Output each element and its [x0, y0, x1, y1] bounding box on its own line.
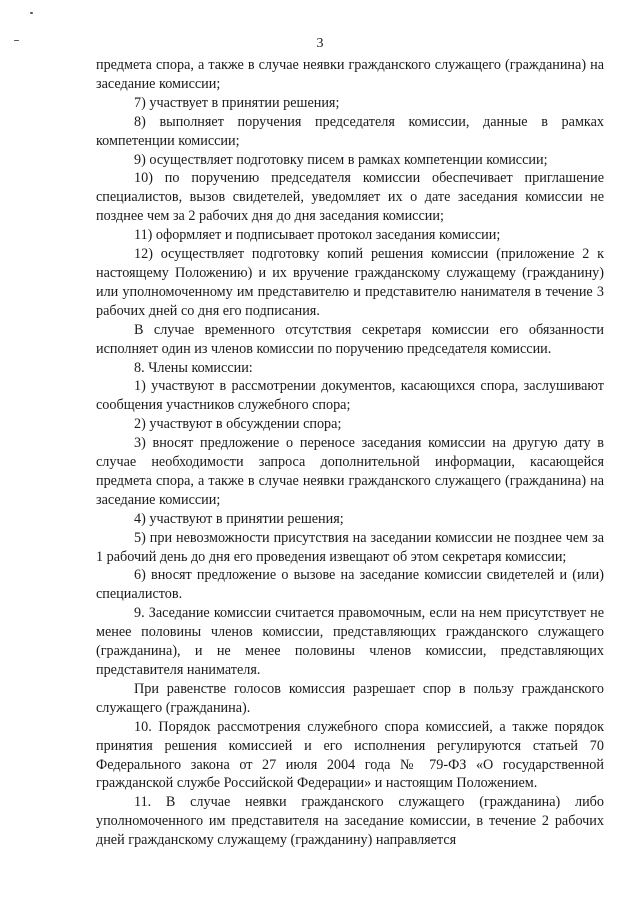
list-item-8: 8) выполняет поручения председателя комиссии, данные в рамках компетенции комиссии; [96, 113, 604, 149]
members-item-2: 2) участвуют в обсуждении спора; [134, 416, 342, 433]
members-item-6: 6) вносят предложение о вызове на заседание комиссии свидетелей и (или) специалистов. [96, 567, 604, 603]
section-11-paragraph: 11. В случае неявки гражданского служащего (гражданина) либо уполномоченного им представителя на заседание комиссии, в течение 2 рабочих дней гражданскому служащему (гражданину) направляется [96, 794, 604, 849]
list-item-9: 9) осуществляет подготовку писем в рамках компетенции комиссии; [134, 151, 548, 168]
members-item-1: 1) участвуют в рассмотрении документов, касающихся спора, заслушивают сообщения участников служебного спора; [96, 378, 604, 414]
section-8-heading: 8. Члены комиссии: [134, 359, 253, 376]
members-item-3: 3) вносят предложение о переносе заседания комиссии на другую дату в случае необходимости запроса дополнительной информации, касающейся предмета спора, а также в случае неявки гражданского служащего (гражданина) на заседание комиссии; [96, 435, 604, 508]
members-item-5: 5) при невозможности присутствия на заседании комиссии не позднее чем за 1 рабочий день до дня его проведения извещают об этом секретаря комиссии; [96, 529, 604, 565]
page-number: 3 [316, 36, 324, 51]
section-9-paragraph: 9. Заседание комиссии считается правомочным, если на нем присутствует не менее половины членов комиссии, представляющих гражданского служащего (гражданина), и не менее половины членов комиссии, представляющих представителя нанимателя. [96, 605, 604, 678]
paragraph-continuation: предмета спора, а также в случае неявки гражданского служащего (гражданина) на заседание комиссии; [96, 57, 604, 92]
section-10-paragraph: 10. Порядок рассмотрения служебного спора комиссией, а также порядок принятия решения комиссией и его исполнения регулируются статьей 70 Федерального закона от 27 июля 2004 года № 79-ФЗ «О государственной гражданской службе Российской Федерации» и настоящим Положением. [96, 718, 604, 792]
members-item-4: 4) участвуют в принятии решения; [134, 510, 344, 527]
list-item-12: 12) осуществляет подготовку копий решения комиссии (приложение 2 к настоящему Положению) и их вручение гражданскому служащему (гражданину) или уполномоченному им представителю и представителю нанимателя в течение 3 рабочих дней со дня его подписания. [96, 246, 604, 319]
document-body [96, 56, 604, 850]
list-item-7: 7) участвует в принятии решения; [134, 94, 340, 111]
scan-speck [30, 12, 33, 14]
list-item-10: 10) по поручению председателя комиссии обеспечивает приглашение специалистов, вызов свидетелей, уведомляет их о дате заседания комиссии не позднее чем за 2 рабочих дня до дня заседания комиссии; [96, 170, 604, 225]
tie-vote-paragraph: При равенстве голосов комиссия разрешает спор в пользу гражданского служащего (гражданина). [96, 680, 604, 716]
list-item-11: 11) оформляет и подписывает протокол заседания комиссии; [134, 227, 501, 244]
secretary-absence-paragraph: В случае временного отсутствия секретаря комиссии его обязанности исполняет один из членов комиссии по поручению председателя комиссии. [96, 321, 604, 357]
